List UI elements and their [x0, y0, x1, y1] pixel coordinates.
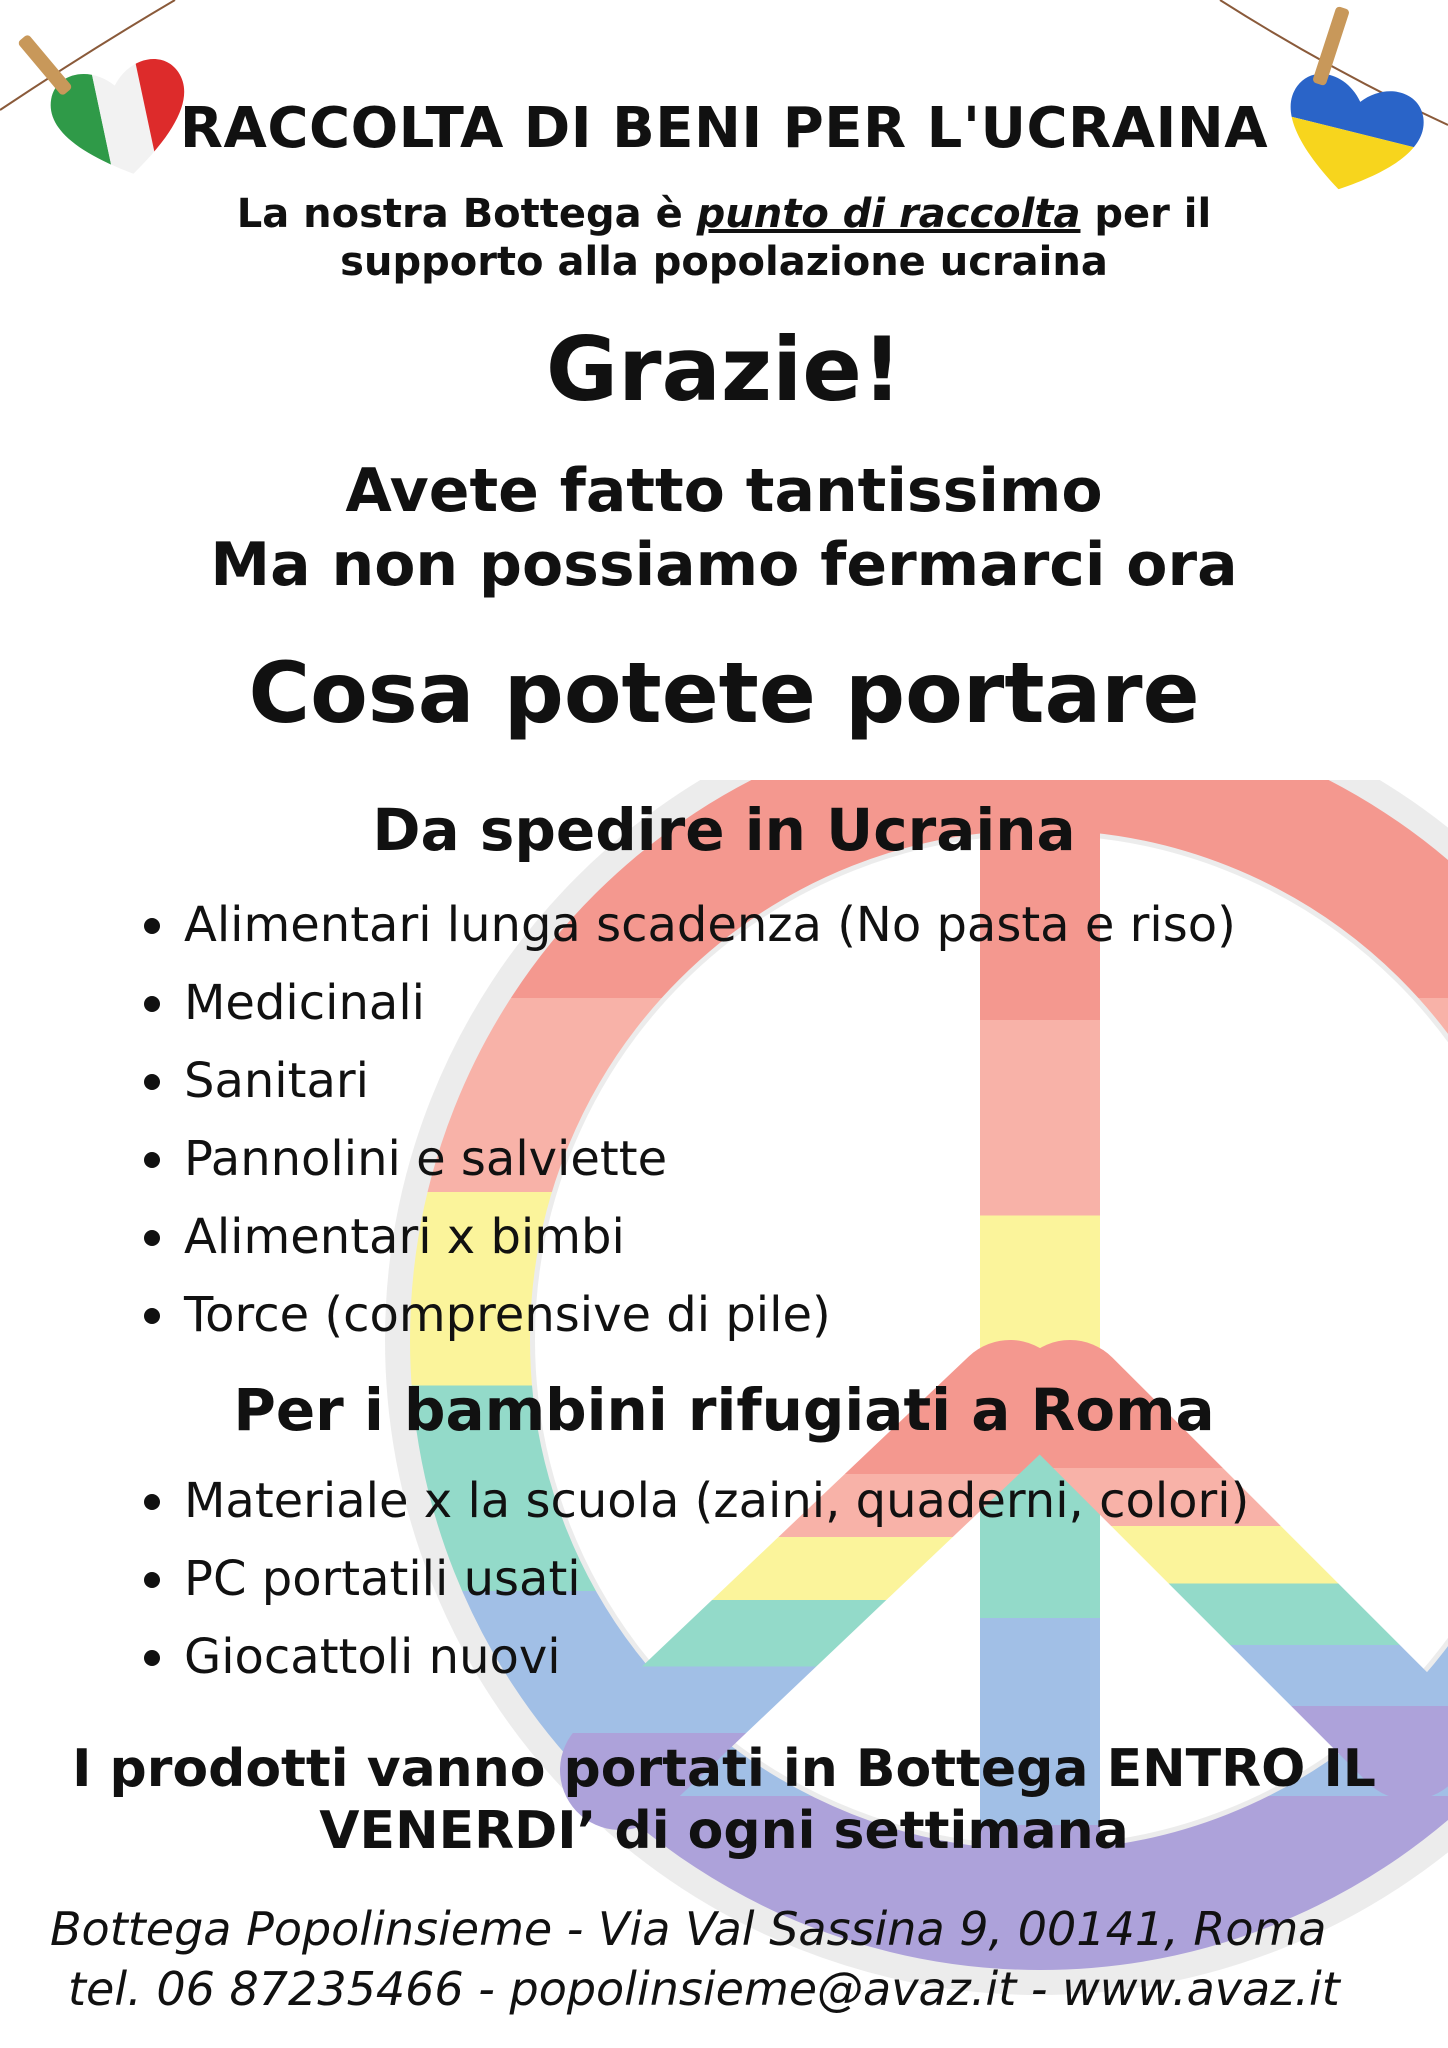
deadline-notice	[0, 1738, 1448, 1862]
deadline-line2: VENERDI’ di ogni settimana	[319, 1801, 1129, 1861]
poster-subtitle	[0, 190, 1448, 286]
list-item: Pannolini e salviette	[140, 1120, 1236, 1198]
subtitle-line2: supporto alla popolazione ucraina	[340, 239, 1108, 285]
subtitle-pre: La nostra Bottega è	[236, 191, 697, 237]
ukraine-items-list	[140, 886, 1236, 1354]
section-rome-heading: Per i bambini rifugiati a Roma	[233, 1376, 1215, 1444]
main-heading: Cosa potete portare	[248, 644, 1200, 742]
list-item: Alimentari lunga scadenza (No pasta e riso)	[140, 886, 1236, 964]
subtitle-post: per il	[1080, 191, 1212, 237]
list-item: Materiale x la scuola (zaini, quaderni, colori)	[140, 1462, 1249, 1540]
deadline-line1: I prodotti vanno portati in Bottega ENTRO IL	[72, 1739, 1376, 1799]
list-item: Medicinali	[140, 964, 1236, 1042]
list-item: PC portatili usati	[140, 1540, 1249, 1618]
thanks-title: Grazie!	[545, 318, 903, 421]
poster-title: RACCOLTA DI BENI PER L'UCRAINA	[179, 96, 1269, 161]
thanks-message	[0, 454, 1448, 602]
list-item: Sanitari	[140, 1042, 1236, 1120]
thanks-line1: Avete fatto tantissimo	[345, 456, 1103, 526]
rome-items-list	[140, 1462, 1249, 1696]
footer-address: Bottega Popolinsieme - Via Val Sassina 9, 00141, Roma	[50, 1902, 1327, 1956]
footer-contacts: tel. 06 87235466 - popolinsieme@avaz.it - www.avaz.it	[68, 1962, 1340, 2016]
list-item: Alimentari x bimbi	[140, 1198, 1236, 1276]
section-ukraine-heading: Da spedire in Ucraina	[372, 796, 1076, 864]
list-item: Giocattoli nuovi	[140, 1618, 1249, 1696]
list-item: Torce (comprensive di pile)	[140, 1276, 1236, 1354]
thanks-line2: Ma non possiamo fermarci ora	[210, 530, 1238, 600]
clothespin-icon	[1300, 0, 1360, 100]
subtitle-emphasis: punto di raccolta	[696, 191, 1081, 237]
